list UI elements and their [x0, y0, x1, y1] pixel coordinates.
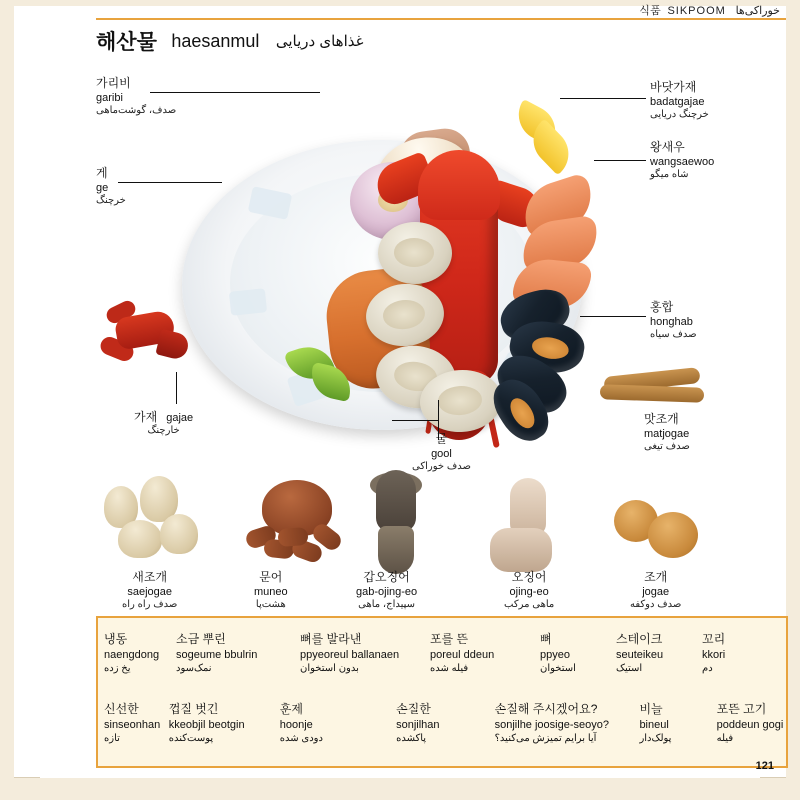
vocab-ppyeoreul-ballanaen-korean: 뼈를 발라낸: [300, 632, 362, 646]
vocab-poreul-ddeun-roman: poreul ddeun: [430, 648, 495, 661]
label-ojing-eo-korean: 오징어: [511, 570, 547, 584]
label-ojing-eo-roman: ojing-eo: [509, 586, 549, 599]
corner-mark-left: [14, 777, 40, 778]
callout-gajae-roman: gajae: [166, 412, 194, 424]
callout-gool-roman: gool: [431, 448, 452, 461]
vocab-sonjilhan: [390, 702, 489, 745]
vocab-kkeobjil-beotgin-korean: 껍질 벗긴: [168, 702, 219, 716]
callout-badatgajae-roman: badatgajae: [650, 96, 705, 109]
vocab-poddeun-gogi-farsi: فیله: [716, 732, 734, 744]
vocab-sonjilhe-joosigeseoyo-korean: 손질해 주시겠어요?: [494, 702, 598, 716]
header-roman: SIKPOOM: [667, 5, 726, 17]
vocab-sonjilhan-farsi: پاکشده: [396, 732, 427, 744]
label-saejogae: [122, 570, 177, 612]
vocab-sonjilhe-joosigeseoyo-roman: sonjilhe joosige-seoyo?: [494, 718, 609, 731]
vocab-sinseonhan: [98, 702, 163, 745]
callout-gool-korean: 굴: [435, 432, 448, 446]
vocab-poddeun-gogi-roman: poddeun gogi: [716, 718, 784, 731]
label-jogae-korean: 조개: [644, 570, 668, 584]
cockle-shape: [160, 514, 198, 554]
title-korean: 해산물: [96, 31, 157, 54]
title-roman: haesanmul: [171, 30, 260, 51]
vocab-sogeume-bbulrin-farsi: نمک‌سود: [176, 662, 212, 674]
vocab-bineul: [633, 702, 710, 745]
callout-wangsaewoo-korean: 왕새우: [650, 140, 685, 154]
label-gab-ojing-eo-korean: 갑오징어: [363, 570, 410, 584]
callout-matjogae-farsi: صدف تیغی: [644, 441, 690, 453]
vocabulary-box: [96, 616, 788, 768]
vocab-hoonje-farsi: دودی شده: [279, 732, 323, 744]
label-ojing-eo-farsi: ماهی مرکب: [504, 599, 555, 611]
page-number: 121: [755, 760, 774, 772]
header-farsi: خوراکی‌ها: [735, 5, 780, 17]
vocab-ppyeoreul-ballanaen-roman: ppyeoreul ballanaen: [300, 648, 400, 661]
vocab-poddeun-gogi: [711, 702, 786, 745]
vocab-hoonje: [274, 702, 390, 745]
callout-gajae-korean: 가재: [134, 410, 158, 424]
vocab-kkeobjil-beotgin: [163, 702, 274, 745]
vocab-ppyeo: [534, 632, 610, 675]
label-gab-ojing-eo: [356, 570, 417, 612]
razor-clam-shape: [600, 384, 704, 403]
leader-line-honghab: [580, 316, 646, 317]
label-saejogae-farsi: صدف راه راه: [122, 599, 178, 611]
label-muneo: [254, 570, 288, 612]
vocab-naengdong-farsi: یخ زده: [104, 662, 131, 674]
label-jogae-farsi: صدف دوکفه: [630, 599, 682, 611]
vocab-seuteikeu: [610, 632, 696, 675]
callout-garibi-farsi: صدف، گوشت‌ماهی: [96, 105, 177, 117]
callout-ge-korean: 게: [96, 166, 108, 180]
ice-chip: [229, 288, 267, 316]
label-ojing-eo: [504, 570, 554, 612]
vocabulary-row-1: [98, 632, 786, 675]
vocab-kkeobjil-beotgin-farsi: پوست‌کنده: [168, 732, 214, 744]
vocab-bineul-korean: 비늘: [639, 702, 663, 716]
leader-line-gool: [392, 420, 438, 421]
callout-gajae: [134, 410, 193, 438]
vocab-ppyeo-farsi: استخوان: [540, 662, 576, 674]
label-saejogae-korean: 새조개: [132, 570, 168, 584]
header-korean: 식품: [639, 5, 661, 17]
vocab-sonjilhan-korean: 손질한: [396, 702, 431, 716]
label-jogae: [630, 570, 681, 612]
octopus-shape: [244, 480, 354, 570]
label-gab-ojing-eo-roman: gab-ojing-eo: [356, 586, 418, 599]
clam-shape: [648, 512, 698, 558]
callout-gajae-farsi: خارچنگ: [147, 425, 180, 437]
vocab-sonjilhe-joosigeseoyo: [489, 702, 634, 745]
callout-garibi-korean: 가리비: [96, 76, 131, 90]
vocab-kkeobjil-beotgin-roman: kkeobjil beotgin: [168, 718, 245, 731]
callout-ge: [96, 166, 126, 208]
label-saejogae-roman: saejogae: [127, 586, 172, 599]
vocab-kkori-korean: 꼬리: [702, 632, 726, 646]
callout-honghab-farsi: صدف سیاه: [650, 329, 697, 341]
vocab-sinseonhan-farsi: تازه: [104, 732, 120, 744]
running-header: [639, 2, 780, 18]
vocab-kkori: [696, 632, 766, 675]
vocab-ppyeoreul-ballanaen-farsi: بدون استخوان: [300, 662, 359, 674]
vocab-kkori-farsi: دم: [702, 662, 713, 674]
callout-matjogae-roman: matjogae: [644, 428, 690, 441]
vocab-hoonje-roman: hoonje: [279, 718, 313, 731]
callout-ge-farsi: خرچنگ: [96, 195, 126, 207]
vocab-naengdong-korean: 냉동: [104, 632, 128, 646]
callout-gool-farsi: صدف خوراکی: [412, 461, 471, 473]
right-margin-band: [786, 0, 800, 800]
vocab-naengdong-roman: naengdong: [104, 648, 160, 661]
label-muneo-korean: 문어: [259, 570, 283, 584]
lobster-head-shape: [418, 150, 500, 220]
leader-line-gajae-vertical: [176, 372, 177, 404]
squid-shape: [480, 478, 576, 578]
vocab-sinseonhan-roman: sinseonhan: [104, 718, 161, 731]
callout-garibi-roman: garibi: [96, 92, 123, 105]
callout-wangsaewoo-roman: wangsaewoo: [650, 156, 715, 169]
vocab-seuteikeu-farsi: استیک: [616, 662, 643, 674]
vocab-hoonje-korean: 훈제: [279, 702, 303, 716]
corner-mark-right: [760, 777, 786, 778]
vocab-sonjilhe-joosigeseoyo-farsi: آیا برایم تمیزش می‌کنید؟: [494, 732, 597, 744]
left-margin-band: [0, 0, 14, 800]
vocab-ppyeo-korean: 뼈: [540, 632, 552, 646]
callout-badatgajae-farsi: خرچنگ دریایی: [650, 109, 709, 121]
callout-garibi: [96, 76, 176, 118]
callout-badatgajae: [650, 80, 709, 122]
vocab-poddeun-gogi-korean: 포뜬 고기: [716, 702, 767, 716]
label-jogae-roman: jogae: [642, 586, 670, 599]
vocab-ppyeoreul-ballanaen: [294, 632, 424, 675]
vocab-naengdong: [98, 632, 170, 675]
vocab-sonjilhan-roman: sonjilhan: [396, 718, 440, 731]
leader-line-wangsaewoo: [594, 160, 646, 161]
cuttlefish-shape: [352, 470, 442, 580]
header-rule: [96, 18, 786, 20]
leader-line-ge: [118, 182, 222, 183]
seafood-platter-illustration: [170, 70, 600, 470]
vocab-seuteikeu-roman: seuteikeu: [616, 648, 664, 661]
page-title: [96, 26, 363, 56]
callout-honghab: [650, 300, 697, 342]
label-gab-ojing-eo-farsi: سپیداج، ماهی: [358, 599, 416, 611]
vocab-sogeume-bbulrin-roman: sogeume bbulrin: [176, 648, 258, 661]
vocab-bineul-roman: bineul: [639, 718, 669, 731]
vocabulary-row-2: [98, 702, 786, 745]
callout-wangsaewoo-farsi: شاه میگو: [650, 169, 689, 181]
callout-matjogae: [644, 412, 690, 454]
oyster-shape: [378, 222, 452, 284]
label-muneo-farsi: هشت‌پا: [255, 599, 286, 611]
vocab-poreul-ddeun: [424, 632, 534, 675]
vocab-bineul-farsi: پولک‌دار: [639, 732, 672, 744]
vocab-seuteikeu-korean: 스테이크: [616, 632, 663, 646]
vocab-poreul-ddeun-farsi: فیله شده: [430, 662, 469, 674]
callout-honghab-roman: honghab: [650, 316, 693, 329]
callout-badatgajae-korean: 바닷가재: [650, 80, 697, 94]
callout-honghab-korean: 홍합: [650, 300, 674, 314]
vocab-sogeume-bbulrin: [170, 632, 294, 675]
vocab-sogeume-bbulrin-korean: 소금 뿌린: [176, 632, 226, 646]
vocab-poreul-ddeun-korean: 포를 뜬: [430, 632, 469, 646]
title-farsi: غذاهای دریایی: [275, 33, 364, 50]
callout-matjogae-korean: 맛조개: [644, 412, 679, 426]
cockle-shape: [118, 520, 162, 558]
leader-line-badatgajae: [560, 98, 646, 99]
crayfish-shape: [96, 298, 192, 382]
label-muneo-roman: muneo: [254, 586, 288, 599]
vocab-ppyeo-roman: ppyeo: [540, 648, 570, 661]
callout-wangsaewoo: [650, 140, 714, 182]
callout-ge-roman: ge: [96, 182, 109, 195]
vocab-sinseonhan-korean: 신선한: [104, 702, 139, 716]
bottom-margin-band: [0, 778, 800, 800]
callout-gool: [412, 432, 471, 474]
vocab-kkori-roman: kkori: [702, 648, 726, 661]
